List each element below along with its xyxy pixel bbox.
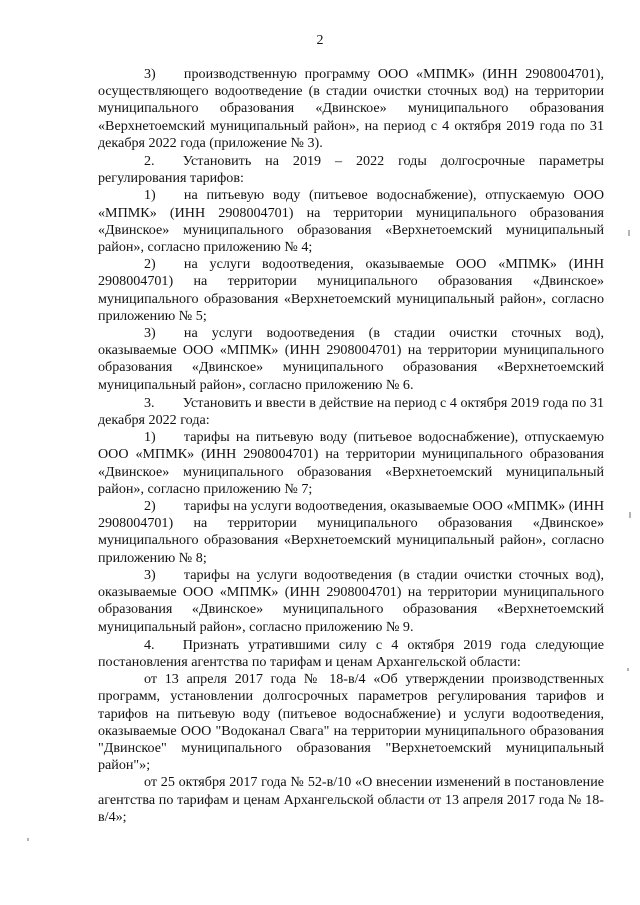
scan-mark xyxy=(27,838,29,841)
scan-mark xyxy=(627,668,629,671)
paragraph-4-heading: 4. Признать утратившими силу с 4 октября 2019 года следующие постановления агентства по тарифам и ценам Архангельской области: xyxy=(98,636,604,670)
paragraph-2-2-sewerage: 2) на услуги водоотведения, оказываемые ООО «МПМК» (ИНН 2908004701) на территории муниципального образования «Двинское» муниципального образования «Верхнетоемский муниципальный район», согласно приложению № 5; xyxy=(98,256,604,324)
paragraph-3-heading: 3. Установить и ввести в действие на период с 4 октября 2019 года по 31 декабря 2022 года: xyxy=(98,394,604,429)
paragraph-3-2-sewerage-tariffs: 2) тарифы на услуги водоотведения, оказываемые ООО «МПМК» (ИНН 2908004701) на территории муниципального образования «Двинское» муниципального образования «Верхнетоемский муниципальный район», согласно приложению № 8; xyxy=(98,498,604,566)
paragraph-4-resolution-18: от 13 апреля 2017 года № 18-в/4 «Об утверждении производственных программ, установлении долгосрочных параметров регулирования тарифов и тарифов на питьевую воду (питьевое водоснабжение) и услуги водоотведения, оказываемые ООО "Водоканал Свага" на территории муниципального образования "Двинское" муниципального образования "Верхнетоемский муниципальный район"»; xyxy=(98,671,604,774)
paragraph-3-3-treatment-tariffs: 3) тарифы на услуги водоотведения (в стадии очистки сточных вод), оказываемые ООО «МПМК» (ИНН 2908004701) на территории муниципального образования «Двинское» муниципального образования «Верхнетоемский муниципальный район», согласно приложению № 9. xyxy=(98,566,604,635)
scan-mark xyxy=(629,512,631,518)
paragraph-2-1-water: 1) на питьевую воду (питьевое водоснабжение), отпускаемую ООО «МПМК» (ИНН 2908004701) на территории муниципального образования «Двинское» муниципального образования «Верхнетоемский муниципальный район», согласно приложению № 4; xyxy=(98,187,604,256)
scan-mark xyxy=(628,230,630,236)
document-body xyxy=(98,66,604,826)
paragraph-2-3-wastewater-treatment: 3) на услуги водоотведения (в стадии очистки сточных вод), оказываемые ООО «МПМК» (ИНН 2908004701) на территории муниципального образования «Двинское» муниципального образования «Верхнетоемский муниципальный район», согласно приложению № 6. xyxy=(98,325,604,393)
page-number: 2 xyxy=(316,33,324,48)
paragraph-1-3-production-program: 3) производственную программу ООО «МПМК» (ИНН 2908004701), осуществляющего водоотведение (в стадии очистки сточных вод) на территории муниципального образования «Двинское» муниципального образования «Верхнетоемский муниципальный район», на период с 4 октября 2019 года по 31 декабря 2022 года (приложение № 3). xyxy=(98,66,604,151)
paragraph-4-resolution-52: от 25 октября 2017 года № 52-в/10 «О внесении изменений в постановление агентства по тарифам и ценам Архангельской области от 13 апреля 2017 года № 18-в/4»; xyxy=(98,774,604,825)
paragraph-3-1-water-tariffs: 1) тарифы на питьевую воду (питьевое водоснабжение), отпускаемую ООО «МПМК» (ИНН 2908004701) на территории муниципального образования «Двинское» муниципального образования «Верхнетоемский муниципальный район», согласно приложению № 7; xyxy=(98,429,604,497)
paragraph-2-heading: 2. Установить на 2019 – 2022 годы долгосрочные параметры регулирования тарифов: xyxy=(98,153,604,187)
